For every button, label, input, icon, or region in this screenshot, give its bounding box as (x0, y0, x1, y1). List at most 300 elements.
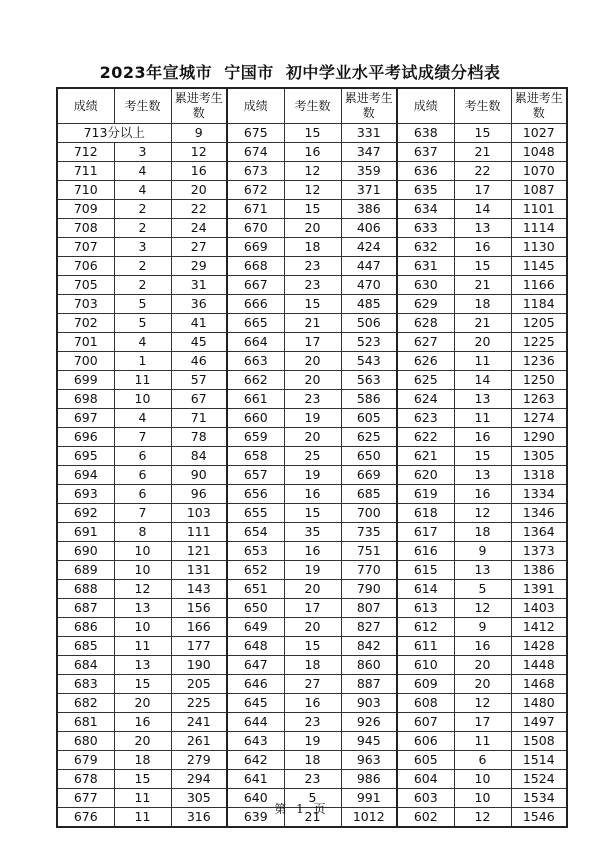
count-cell: 15 (284, 504, 341, 523)
score-cell: 660 (227, 409, 284, 428)
cumulative-cell: 46 (171, 352, 227, 371)
cumulative-cell: 842 (341, 637, 397, 656)
score-cell: 642 (227, 751, 284, 770)
cumulative-cell: 177 (171, 637, 227, 656)
table-row (57, 751, 567, 770)
cumulative-cell: 41 (171, 314, 227, 333)
table-row (57, 371, 567, 390)
count-cell: 11 (114, 808, 171, 828)
cumulative-cell: 1290 (511, 428, 567, 447)
cumulative-cell: 1012 (341, 808, 397, 828)
count-cell: 21 (454, 314, 511, 333)
count-cell: 6 (114, 447, 171, 466)
score-cell: 616 (397, 542, 454, 561)
table-row (57, 732, 567, 751)
table-row (57, 675, 567, 694)
count-cell: 18 (454, 523, 511, 542)
cumulative-cell: 1048 (511, 143, 567, 162)
table-row (57, 333, 567, 352)
table-row (57, 618, 567, 637)
score-cell: 698 (57, 390, 114, 409)
cumulative-cell: 1428 (511, 637, 567, 656)
score-cell: 608 (397, 694, 454, 713)
table-row (57, 447, 567, 466)
cumulative-cell: 305 (171, 789, 227, 808)
cumulative-cell: 57 (171, 371, 227, 390)
cumulative-cell: 563 (341, 371, 397, 390)
score-cell: 653 (227, 542, 284, 561)
score-cell: 624 (397, 390, 454, 409)
cumulative-cell: 67 (171, 390, 227, 409)
score-cell: 617 (397, 523, 454, 542)
score-cell: 618 (397, 504, 454, 523)
count-cell: 21 (454, 143, 511, 162)
table-row (57, 409, 567, 428)
count-cell: 13 (454, 219, 511, 238)
score-cell: 703 (57, 295, 114, 314)
count-cell: 19 (284, 561, 341, 580)
score-cell: 626 (397, 352, 454, 371)
cumulative-cell: 371 (341, 181, 397, 200)
score-cell: 708 (57, 219, 114, 238)
cumulative-cell: 316 (171, 808, 227, 828)
score-cell: 646 (227, 675, 284, 694)
count-cell: 23 (284, 390, 341, 409)
score-cell: 696 (57, 428, 114, 447)
cumulative-cell: 807 (341, 599, 397, 618)
score-cell: 635 (397, 181, 454, 200)
count-cell: 12 (454, 808, 511, 828)
cumulative-cell: 926 (341, 713, 397, 732)
count-cell: 2 (114, 219, 171, 238)
count-cell: 13 (454, 561, 511, 580)
cumulative-cell: 790 (341, 580, 397, 599)
score-cell: 697 (57, 409, 114, 428)
count-cell: 10 (114, 561, 171, 580)
count-cell: 16 (284, 542, 341, 561)
table-row (57, 770, 567, 789)
cumulative-cell: 1546 (511, 808, 567, 828)
header-count: 考生数 (114, 88, 171, 124)
count-cell: 20 (454, 333, 511, 352)
count-cell: 12 (454, 504, 511, 523)
count-cell: 23 (284, 713, 341, 732)
count-cell: 18 (284, 656, 341, 675)
score-cell: 670 (227, 219, 284, 238)
cumulative-cell: 1514 (511, 751, 567, 770)
score-cell: 606 (397, 732, 454, 751)
cumulative-cell: 241 (171, 713, 227, 732)
cumulative-cell: 770 (341, 561, 397, 580)
header-cumulative: 累进考生数 (511, 88, 567, 124)
count-cell: 16 (454, 238, 511, 257)
count-cell: 7 (114, 428, 171, 447)
count-cell: 9 (454, 542, 511, 561)
count-cell: 19 (284, 466, 341, 485)
cumulative-cell: 294 (171, 770, 227, 789)
count-cell: 15 (454, 447, 511, 466)
cumulative-cell: 1448 (511, 656, 567, 675)
count-cell: 15 (284, 295, 341, 314)
cumulative-cell: 96 (171, 485, 227, 504)
score-cell: 669 (227, 238, 284, 257)
count-cell: 18 (284, 751, 341, 770)
cumulative-cell: 22 (171, 200, 227, 219)
table-row (57, 637, 567, 656)
score-cell: 667 (227, 276, 284, 295)
cumulative-cell: 424 (341, 238, 397, 257)
count-cell: 16 (454, 485, 511, 504)
score-cell: 607 (397, 713, 454, 732)
cumulative-cell: 1184 (511, 295, 567, 314)
score-cell: 655 (227, 504, 284, 523)
count-cell: 16 (454, 637, 511, 656)
score-cell: 648 (227, 637, 284, 656)
cumulative-cell: 1318 (511, 466, 567, 485)
cumulative-cell: 84 (171, 447, 227, 466)
cumulative-cell: 586 (341, 390, 397, 409)
score-cell: 656 (227, 485, 284, 504)
score-cell: 623 (397, 409, 454, 428)
table-row (57, 599, 567, 618)
count-cell: 21 (284, 808, 341, 828)
count-cell: 11 (114, 789, 171, 808)
cumulative-cell: 523 (341, 333, 397, 352)
cumulative-cell: 1274 (511, 409, 567, 428)
count-cell: 15 (284, 124, 341, 143)
score-cell: 614 (397, 580, 454, 599)
count-cell: 13 (454, 390, 511, 409)
cumulative-cell: 860 (341, 656, 397, 675)
count-cell: 15 (284, 637, 341, 656)
score-cell: 609 (397, 675, 454, 694)
score-cell: 638 (397, 124, 454, 143)
score-cell: 684 (57, 656, 114, 675)
count-cell: 19 (284, 732, 341, 751)
count-cell: 17 (284, 599, 341, 618)
count-cell: 35 (284, 523, 341, 542)
count-cell: 18 (114, 751, 171, 770)
cumulative-cell: 1087 (511, 181, 567, 200)
count-cell: 5 (114, 295, 171, 314)
score-cell: 632 (397, 238, 454, 257)
cumulative-cell: 1027 (511, 124, 567, 143)
score-cell: 639 (227, 808, 284, 828)
count-cell: 27 (284, 675, 341, 694)
count-cell: 21 (284, 314, 341, 333)
cumulative-cell: 986 (341, 770, 397, 789)
count-cell: 16 (284, 485, 341, 504)
count-cell: 11 (454, 409, 511, 428)
count-cell: 16 (114, 713, 171, 732)
cumulative-cell: 1130 (511, 238, 567, 257)
header-cumulative: 累进考生数 (341, 88, 397, 124)
cumulative-cell: 156 (171, 599, 227, 618)
cumulative-cell: 543 (341, 352, 397, 371)
score-cell: 615 (397, 561, 454, 580)
score-cell: 710 (57, 181, 114, 200)
count-cell: 20 (284, 352, 341, 371)
table-row (57, 694, 567, 713)
cumulative-cell: 1391 (511, 580, 567, 599)
score-cell: 622 (397, 428, 454, 447)
header-score: 成绩 (57, 88, 114, 124)
count-cell: 6 (114, 485, 171, 504)
cumulative-cell: 506 (341, 314, 397, 333)
score-cell: 695 (57, 447, 114, 466)
count-cell: 11 (454, 352, 511, 371)
score-cell: 672 (227, 181, 284, 200)
count-cell: 3 (114, 238, 171, 257)
header-score: 成绩 (397, 88, 454, 124)
count-cell: 17 (454, 713, 511, 732)
score-cell: 659 (227, 428, 284, 447)
score-cell: 675 (227, 124, 284, 143)
cumulative-cell: 1386 (511, 561, 567, 580)
cumulative-cell: 190 (171, 656, 227, 675)
cumulative-cell: 103 (171, 504, 227, 523)
cumulative-cell: 1497 (511, 713, 567, 732)
cumulative-cell: 887 (341, 675, 397, 694)
cumulative-cell: 903 (341, 694, 397, 713)
cumulative-cell: 470 (341, 276, 397, 295)
score-cell: 674 (227, 143, 284, 162)
score-cell: 651 (227, 580, 284, 599)
cumulative-cell: 24 (171, 219, 227, 238)
score-cell: 636 (397, 162, 454, 181)
cumulative-cell: 669 (341, 466, 397, 485)
count-cell: 20 (454, 656, 511, 675)
cumulative-cell: 685 (341, 485, 397, 504)
cumulative-cell: 827 (341, 618, 397, 637)
count-cell: 11 (454, 732, 511, 751)
cumulative-cell: 1263 (511, 390, 567, 409)
score-cell: 682 (57, 694, 114, 713)
score-cell: 705 (57, 276, 114, 295)
cumulative-cell: 1145 (511, 257, 567, 276)
score-cell: 706 (57, 257, 114, 276)
table-row (57, 162, 567, 181)
count-cell: 9 (454, 618, 511, 637)
score-cell: 625 (397, 371, 454, 390)
score-cell: 613 (397, 599, 454, 618)
count-cell: 13 (114, 599, 171, 618)
cumulative-cell: 1166 (511, 276, 567, 295)
score-cell: 711 (57, 162, 114, 181)
table-row (57, 257, 567, 276)
count-cell: 23 (284, 770, 341, 789)
score-cell: 707 (57, 238, 114, 257)
table-row (57, 295, 567, 314)
cumulative-cell: 261 (171, 732, 227, 751)
score-cell: 647 (227, 656, 284, 675)
score-cell: 643 (227, 732, 284, 751)
score-cell: 692 (57, 504, 114, 523)
count-cell: 15 (114, 770, 171, 789)
score-cell: 712 (57, 143, 114, 162)
score-cell: 687 (57, 599, 114, 618)
cumulative-cell: 1114 (511, 219, 567, 238)
count-cell: 21 (454, 276, 511, 295)
score-cell: 678 (57, 770, 114, 789)
count-cell: 25 (284, 447, 341, 466)
cumulative-cell: 27 (171, 238, 227, 257)
count-cell: 12 (114, 580, 171, 599)
count-cell: 4 (114, 162, 171, 181)
header-cumulative: 累进考生数 (171, 88, 227, 124)
count-cell: 4 (114, 181, 171, 200)
count-cell: 20 (114, 694, 171, 713)
score-cell: 677 (57, 789, 114, 808)
cumulative-cell: 751 (341, 542, 397, 561)
count-cell: 15 (284, 200, 341, 219)
count-cell: 2 (114, 276, 171, 295)
count-cell: 20 (454, 675, 511, 694)
page-footer (0, 800, 600, 817)
table-row (57, 561, 567, 580)
score-cell: 673 (227, 162, 284, 181)
count-cell: 20 (114, 732, 171, 751)
cumulative-cell: 71 (171, 409, 227, 428)
cumulative-cell: 485 (341, 295, 397, 314)
title-subject: 初中学业水平考试成绩分档表 (285, 63, 501, 82)
count-cell: 20 (284, 219, 341, 238)
header-row (57, 88, 567, 124)
cumulative-cell: 205 (171, 675, 227, 694)
cumulative-cell: 111 (171, 523, 227, 542)
count-cell: 20 (284, 580, 341, 599)
score-cell: 663 (227, 352, 284, 371)
count-cell: 6 (114, 466, 171, 485)
table-row (57, 124, 567, 143)
count-cell: 4 (114, 409, 171, 428)
cumulative-cell: 386 (341, 200, 397, 219)
table-row (57, 656, 567, 675)
count-cell: 20 (284, 428, 341, 447)
score-cell: 681 (57, 713, 114, 732)
count-cell: 16 (284, 143, 341, 162)
cumulative-cell: 12 (171, 143, 227, 162)
cumulative-cell: 1334 (511, 485, 567, 504)
count-cell: 18 (454, 295, 511, 314)
count-cell: 23 (284, 257, 341, 276)
table-row (57, 314, 567, 333)
count-cell: 5 (284, 789, 341, 808)
cumulative-cell: 1480 (511, 694, 567, 713)
cumulative-cell: 650 (341, 447, 397, 466)
cumulative-cell: 1468 (511, 675, 567, 694)
cumulative-cell: 131 (171, 561, 227, 580)
count-cell: 1 (114, 352, 171, 371)
cumulative-cell: 1524 (511, 770, 567, 789)
cumulative-cell: 1534 (511, 789, 567, 808)
page-number: 1 (296, 802, 304, 816)
cumulative-cell: 447 (341, 257, 397, 276)
table-row (57, 390, 567, 409)
score-cell: 640 (227, 789, 284, 808)
score-cell: 699 (57, 371, 114, 390)
score-cell: 658 (227, 447, 284, 466)
cumulative-cell: 1346 (511, 504, 567, 523)
score-cell: 700 (57, 352, 114, 371)
score-cell: 680 (57, 732, 114, 751)
table-row (57, 542, 567, 561)
count-cell: 15 (114, 675, 171, 694)
count-cell: 14 (454, 371, 511, 390)
cumulative-cell: 1403 (511, 599, 567, 618)
count-cell: 12 (284, 162, 341, 181)
table-row (57, 466, 567, 485)
count-cell: 4 (114, 333, 171, 352)
cumulative-cell: 1373 (511, 542, 567, 561)
score-cell: 650 (227, 599, 284, 618)
score-cell: 688 (57, 580, 114, 599)
cumulative-cell: 406 (341, 219, 397, 238)
score-cell: 605 (397, 751, 454, 770)
table-row (57, 504, 567, 523)
cumulative-cell: 735 (341, 523, 397, 542)
page-title (0, 60, 600, 83)
score-cell: 627 (397, 333, 454, 352)
count-cell: 15 (454, 124, 511, 143)
score-cell: 691 (57, 523, 114, 542)
cumulative-cell: 1508 (511, 732, 567, 751)
cumulative-cell: 225 (171, 694, 227, 713)
score-cell: 666 (227, 295, 284, 314)
score-cell: 645 (227, 694, 284, 713)
count-cell: 3 (114, 143, 171, 162)
count-cell: 12 (454, 599, 511, 618)
cumulative-cell: 279 (171, 751, 227, 770)
score-cell: 694 (57, 466, 114, 485)
score-cell: 702 (57, 314, 114, 333)
cumulative-cell: 1225 (511, 333, 567, 352)
score-cell: 630 (397, 276, 454, 295)
title-year: 2023年宣城市 (99, 63, 213, 82)
score-cell: 612 (397, 618, 454, 637)
cumulative-cell: 991 (341, 789, 397, 808)
score-cell: 671 (227, 200, 284, 219)
cumulative-cell: 605 (341, 409, 397, 428)
score-cell: 664 (227, 333, 284, 352)
count-cell: 15 (454, 257, 511, 276)
cumulative-cell: 166 (171, 618, 227, 637)
count-cell: 12 (454, 694, 511, 713)
score-cell: 686 (57, 618, 114, 637)
score-cell: 621 (397, 447, 454, 466)
score-cell: 662 (227, 371, 284, 390)
cumulative-cell: 625 (341, 428, 397, 447)
score-cell: 668 (227, 257, 284, 276)
score-cell: 689 (57, 561, 114, 580)
cumulative-cell: 359 (341, 162, 397, 181)
cumulative-cell: 143 (171, 580, 227, 599)
score-cell: 676 (57, 808, 114, 828)
count-cell: 17 (284, 333, 341, 352)
table-row (57, 485, 567, 504)
cumulative-cell: 1205 (511, 314, 567, 333)
score-cell: 665 (227, 314, 284, 333)
table-row (57, 181, 567, 200)
cumulative-cell: 31 (171, 276, 227, 295)
cumulative-cell: 1364 (511, 523, 567, 542)
count-cell: 13 (114, 656, 171, 675)
table-row (57, 352, 567, 371)
table-row (57, 580, 567, 599)
cumulative-cell: 90 (171, 466, 227, 485)
count-cell: 20 (284, 371, 341, 390)
score-cell: 634 (397, 200, 454, 219)
